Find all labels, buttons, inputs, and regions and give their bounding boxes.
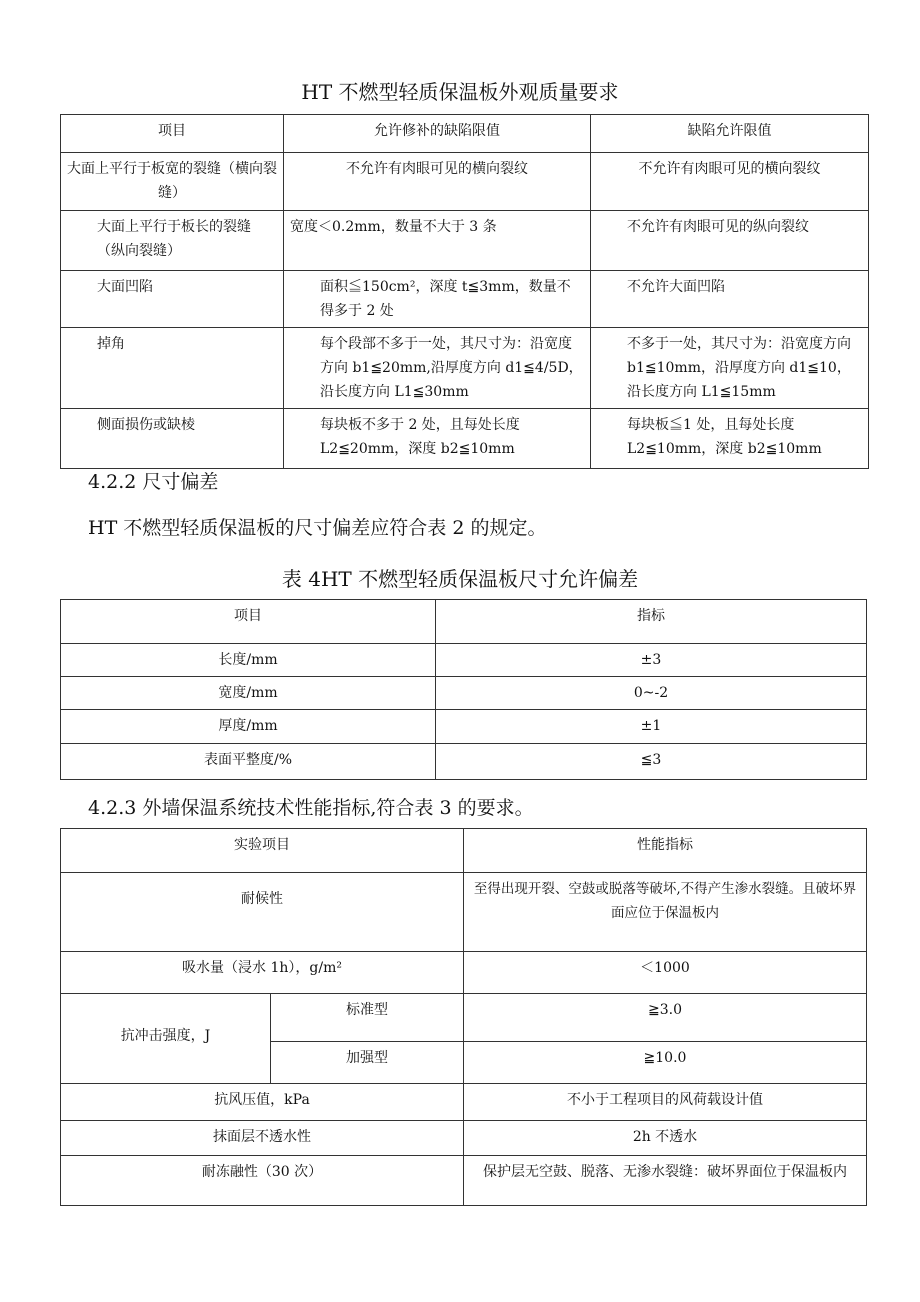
table1-title: HT 不燃型轻质保温板外观质量要求 [301,80,619,104]
cell: 耐候性 [61,873,464,952]
cell: ≦3 [436,744,867,780]
cell: 不允许有肉眼可见的横向裂纹 [591,153,869,211]
cell: 抹面层不透水性 [61,1121,464,1156]
cell: 不小于工程项目的风荷载设计值 [464,1084,867,1121]
table2-title: 表 4HT 不燃型轻质保温板尺寸允许偏差 [281,567,639,591]
table-row [61,677,867,710]
cell: ＜1000 [464,952,867,994]
table-row [61,644,867,677]
cell: 侧面损伤或缺棱 [61,409,284,469]
cell: 保护层无空鼓、脱落、无渗水裂缝：破坏界面位于保温板内 [464,1156,867,1206]
header-cell: 项目 [61,115,284,153]
cell: 每个段部不多于一处，其尺寸为：沿宽度方向 b1≦20mm,沿厚度方向 d1≦4/5D，沿长度方向 L1≦30mm [284,328,591,409]
table-row [61,744,867,780]
table-row [61,1156,867,1206]
table-row [61,1121,867,1156]
section-heading-4-2-3: 4.2.3 外墙保温系统技术性能指标,符合表 3 的要求。 [88,797,534,819]
header-cell: 性能指标 [464,829,867,873]
cell: 吸水量（浸水 1h），g/m² [61,952,464,994]
cell: 宽度/mm [61,677,436,710]
cell: 0~-2 [436,677,867,710]
cell: 不多于一处，其尺寸为：沿宽度方向 b1≦10mm，沿厚度方向 d1≦10，沿长度方向 L1≦15mm [591,328,869,409]
table-row [61,952,867,994]
cell: ±1 [436,710,867,744]
cell: 2h 不透水 [464,1121,867,1156]
header-cell: 缺陷允许限值 [591,115,869,153]
cell: 大面上平行于板宽的裂缝（横向裂缝） [61,153,284,211]
header-cell: 指标 [436,600,867,644]
cell: 厚度/mm [61,710,436,744]
cell: 耐冻融性（30 次） [61,1156,464,1206]
section-paragraph: HT 不燃型轻质保温板的尺寸偏差应符合表 2 的规定。 [88,517,547,539]
cell: 抗冲击强度，J [61,994,271,1084]
cell: 大面上平行于板长的裂缝（纵向裂缝） [61,211,284,271]
cell: 加强型 [271,1042,464,1084]
cell: 每块板≦1 处，且每处长度 L2≦10mm，深度 b2≦10mm [591,409,869,469]
table-row [61,328,869,409]
table-row [61,409,869,469]
cell: 宽度＜0.2mm，数量不大于 3 条 [284,211,591,271]
cell: 每块板不多于 2 处，且每处长度 L2≦20mm，深度 b2≦10mm [284,409,591,469]
dimension-tolerance-table [60,599,867,780]
cell: 至得出现开裂、空鼓或脱落等破坏,不得产生渗水裂缝。且破坏界面应位于保温板内 [464,873,867,952]
table-row [61,873,867,952]
header-cell: 实验项目 [61,829,464,873]
cell: 面积≦150cm²，深度 t≦3mm，数量不得多于 2 处 [284,271,591,328]
cell: ±3 [436,644,867,677]
cell: 长度/mm [61,644,436,677]
section-heading-4-2-2: 4.2.2 尺寸偏差 [88,471,219,493]
cell: 掉角 [61,328,284,409]
table-row [61,710,867,744]
cell: 表面平整度/% [61,744,436,780]
header-cell: 允许修补的缺陷限值 [284,115,591,153]
cell: ≧10.0 [464,1042,867,1084]
cell: 标准型 [271,994,464,1042]
table-row [61,1084,867,1121]
cell: ≧3.0 [464,994,867,1042]
cell: 不允许大面凹陷 [591,271,869,328]
system-performance-table [60,828,867,1206]
cell: 大面凹陷 [61,271,284,328]
cell: 不允许有肉眼可见的横向裂纹 [284,153,591,211]
table-row [61,271,869,328]
header-cell: 项目 [61,600,436,644]
cell: 抗风压值，kPa [61,1084,464,1121]
cell: 不允许有肉眼可见的纵向裂纹 [591,211,869,271]
appearance-quality-table [60,114,869,469]
table-row [61,153,869,211]
table-row [61,994,867,1042]
table-row [61,211,869,271]
